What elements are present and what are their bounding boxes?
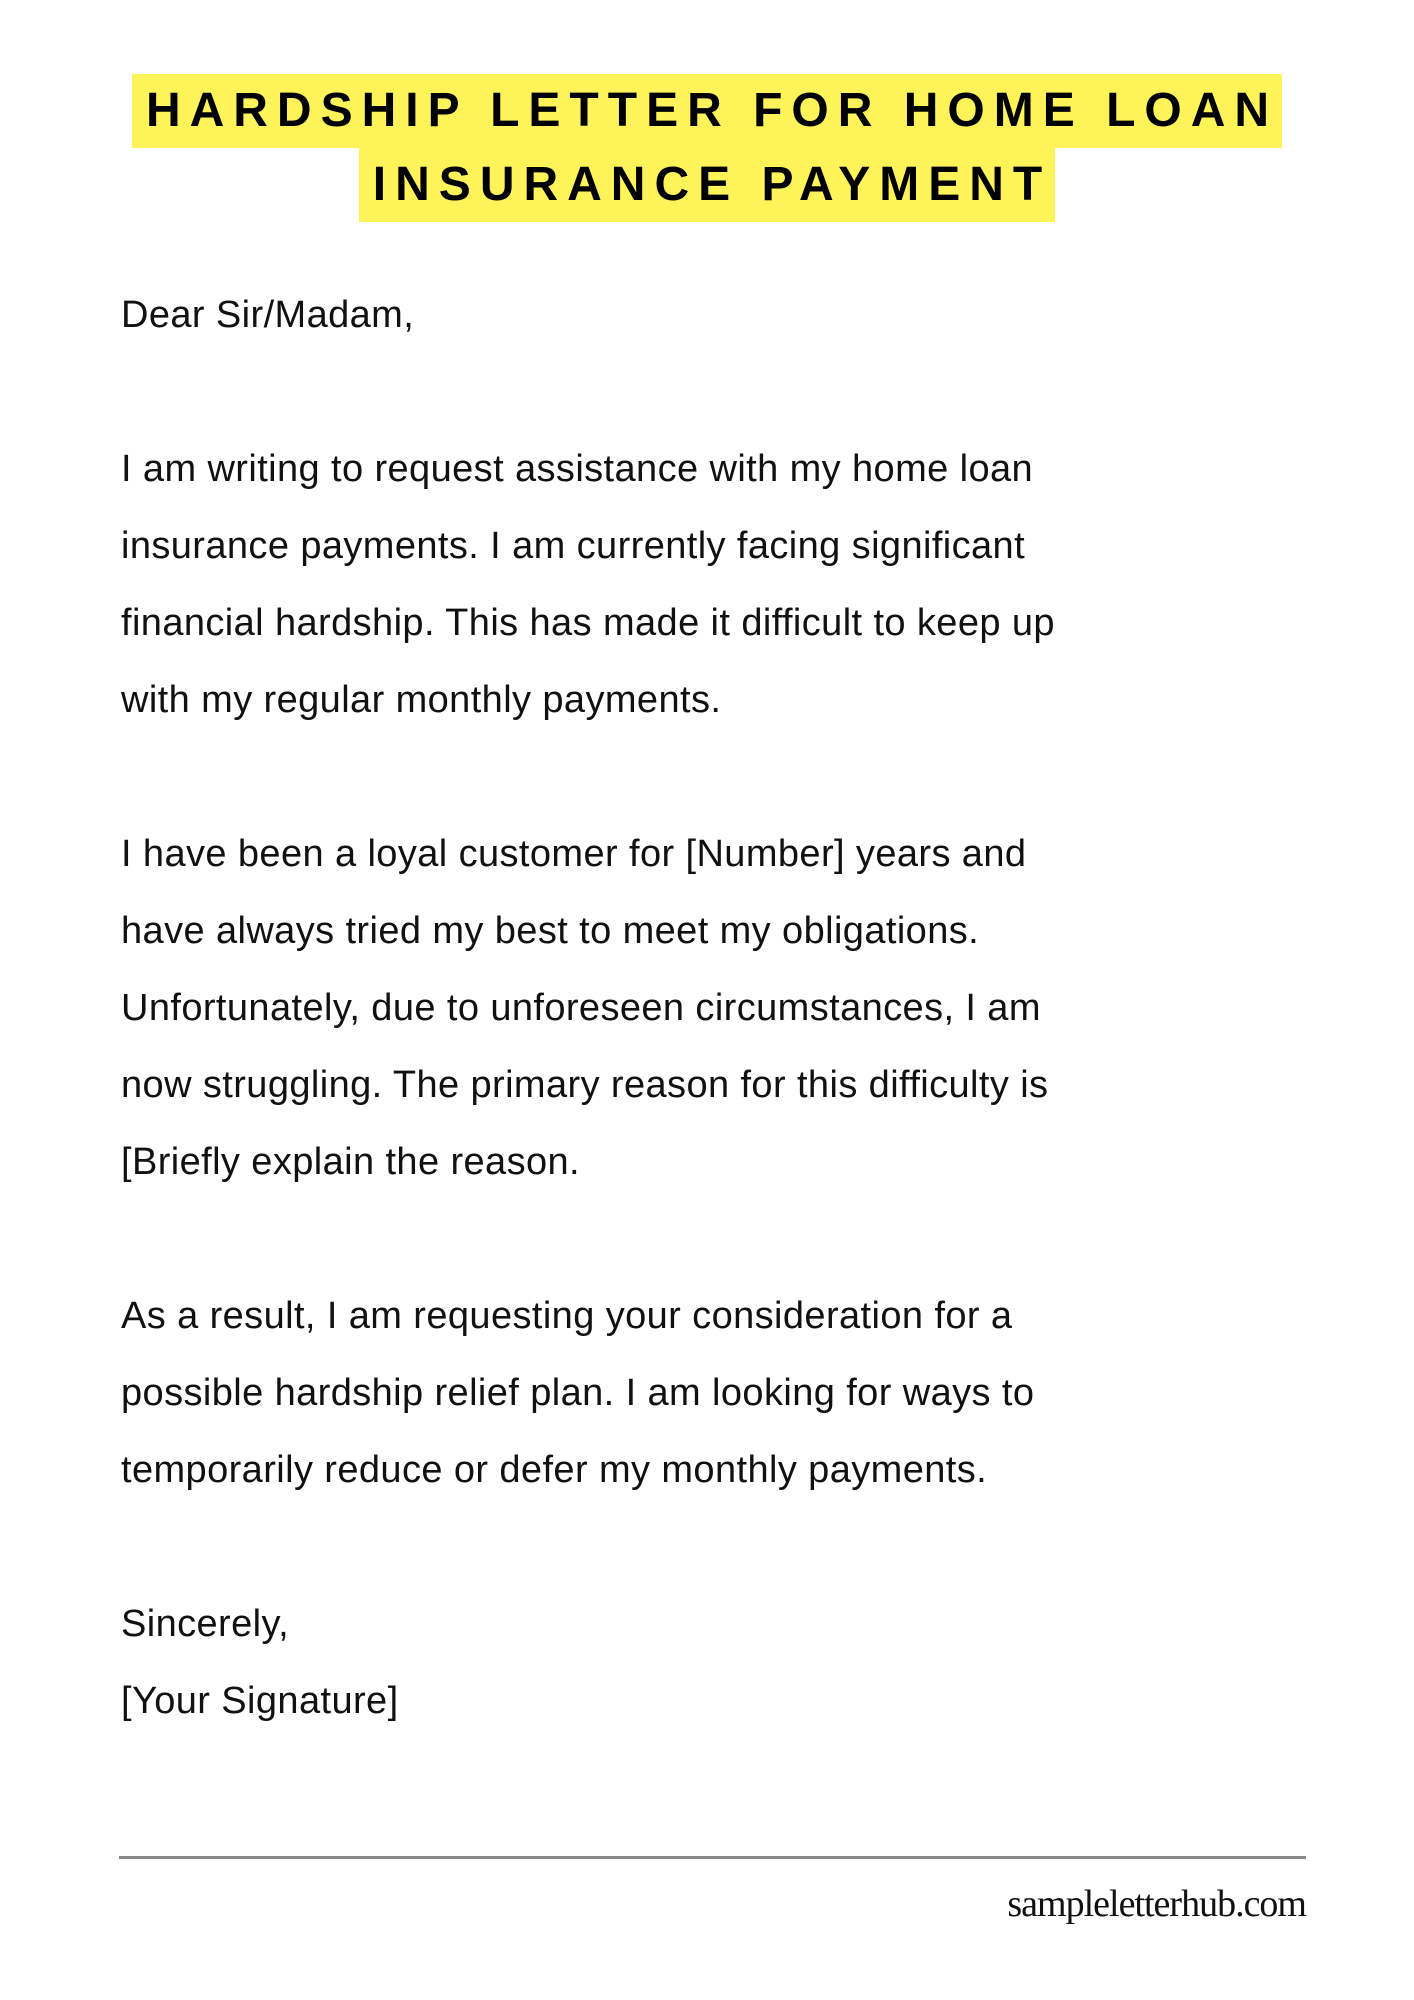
paragraph-3-line: temporarily reduce or defer my monthly payments. bbox=[121, 1449, 988, 1491]
footer-divider bbox=[119, 1856, 1306, 1859]
title-line-2: INSURANCE PAYMENT bbox=[359, 148, 1055, 222]
signature-placeholder: [Your Signature] bbox=[121, 1680, 399, 1722]
title-line-1: HARDSHIP LETTER FOR HOME LOAN bbox=[132, 74, 1282, 148]
salutation: Dear Sir/Madam, bbox=[121, 294, 415, 336]
paragraph-2-line: I have been a loyal customer for [Number] years and bbox=[121, 833, 1027, 875]
paragraph-1-line: with my regular monthly payments. bbox=[121, 679, 722, 721]
paragraph-1-line: insurance payments. I am currently facing significant bbox=[121, 525, 1026, 567]
footer-site: sampleletterhub.com bbox=[1007, 1883, 1306, 1925]
paragraph-2-line: [Briefly explain the reason. bbox=[121, 1141, 580, 1183]
paragraph-3-line: As a result, I am requesting your consideration for a bbox=[121, 1295, 1013, 1337]
paragraph-2-line: Unfortunately, due to unforeseen circumstances, I am bbox=[121, 987, 1041, 1029]
paragraph-2-line: have always tried my best to meet my obligations. bbox=[121, 910, 980, 952]
paragraph-1-line: financial hardship. This has made it difficult to keep up bbox=[121, 602, 1055, 644]
closing: Sincerely, bbox=[121, 1603, 290, 1645]
letter-title bbox=[0, 74, 1414, 222]
paragraph-3-line: possible hardship relief plan. I am looking for ways to bbox=[121, 1372, 1035, 1414]
paragraph-1-line: I am writing to request assistance with my home loan bbox=[121, 448, 1034, 490]
paragraph-2-line: now struggling. The primary reason for this difficulty is bbox=[121, 1064, 1049, 1106]
letter-body bbox=[121, 277, 1321, 1740]
